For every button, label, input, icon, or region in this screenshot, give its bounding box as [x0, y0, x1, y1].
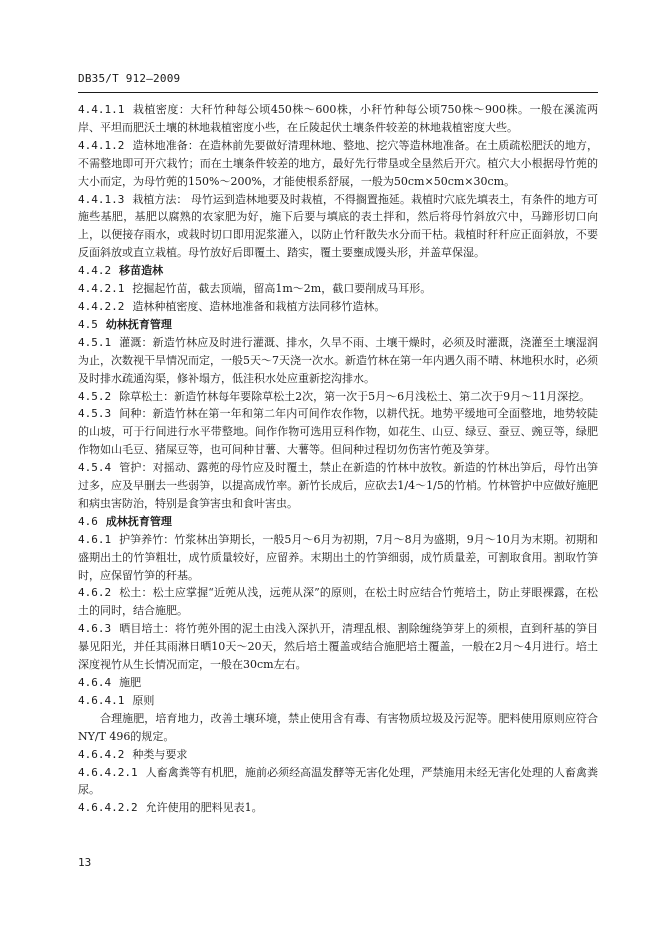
document-body — [78, 101, 598, 817]
clause-paragraph — [78, 137, 598, 191]
clause-text: 移苗造林 — [119, 264, 164, 278]
clause-paragraph — [78, 710, 598, 746]
clause-number: 4.4.1.3 — [78, 192, 125, 206]
clause-text: 成林抚育管理 — [105, 514, 172, 528]
document-code: DB35/T 912—2009 — [78, 72, 181, 85]
clause-text: 人畜禽粪等有机肥，施前必须经高温发酵等无害化处理，严禁施用未经无害化处理的人畜禽粪尿。 — [78, 765, 598, 797]
clause-text: 管护：对摇动、露蔸的母竹应及时覆土，禁止在新造的竹林中放牧。新造的竹林出笋后，母竹出笋过多，应及早删去一些弱笋，以提高成竹率。新竹长成后，应砍去1/4～1/5的竹梢。竹林管护中应做好施肥和病虫害防治，特别是食笋害虫和食叶害虫。 — [78, 461, 598, 510]
clause-paragraph — [78, 674, 598, 692]
section-heading — [78, 316, 598, 334]
clause-paragraph — [78, 584, 598, 620]
clause-number: 4.6.4.2 — [78, 747, 125, 761]
clause-paragraph — [78, 388, 598, 406]
clause-number: 4.5.3 — [78, 407, 112, 421]
clause-text: 造林种植密度、造林地准备和栽植方法同移竹造林。 — [132, 299, 386, 313]
clause-text: 施肥 — [119, 676, 142, 689]
clause-text: 合理施肥，培育地力，改善土壤环境，禁止使用含有毒、有害物质垃圾及污泥等。肥料使用原则应符合NY/T 496的规定。 — [78, 711, 598, 743]
page-number: 13 — [78, 856, 92, 869]
clause-text: 允许使用的肥料见表1。 — [145, 801, 263, 815]
clause-number: 4.4.2 — [78, 264, 112, 278]
clause-text: 松土：松土应掌握“近蔸从浅，远蔸从深”的原则，在松土时应结合竹蔸培土，防止芽眼裸露，在松土的同时，结合施肥。 — [78, 586, 598, 618]
clause-text: 灌溉：新造竹林应及时进行灌溉、排水，久旱不雨、土壤干燥时，必须及时灌溉，浇灌至土壤湿润为止，次数视干旱情况而定，一般5天～7天浇一次水。新造竹林在第一年内遇久雨不晴、林地积水时，必须及时排水疏通沟渠，修补塌方，低洼积水处应重新挖沟排水。 — [78, 335, 598, 385]
clause-number: 4.4.2.2 — [78, 299, 125, 313]
clause-paragraph — [78, 799, 598, 817]
clause-paragraph — [78, 405, 598, 459]
header-divider — [78, 92, 598, 93]
clause-text: 间种：新造竹林在第一年和第二年内可间作农作物，以耕代抚。地势平缓地可全面整地，地势较陡的山坡，可于行间进行水平带整地。间作作物可选用豆科作物，如花生、山豆、绿豆、蚕豆、豌豆等，绿肥作物如山毛豆、猪屎豆等，也可间种甘薯、大薯等。但间种过程切勿伤害竹蔸及笋芽。 — [78, 407, 598, 457]
clause-text: 原则 — [132, 693, 155, 707]
clause-text: 除草松土：新造竹林每年要除草松土2次，第一次于5月～6月浅松土、第二次于9月～11月深挖。 — [119, 389, 591, 403]
clause-number: 4.6.1 — [78, 532, 112, 546]
clause-number: 4.6.4.2.1 — [78, 765, 138, 779]
clause-text: 栽植密度：大秆竹种每公顷450株～600株，小秆竹种每公顷750株～900株。一般在溪流两岸、平坦而肥沃土壤的林地栽植密度小些，在丘陵起伏土壤条件较差的林地栽植密度大些。 — [78, 103, 598, 134]
clause-text: 挖掘起竹苗，截去顶端，留高1m～2m，截口要削成马耳形。 — [132, 282, 432, 296]
clause-text: 幼林抚育管理 — [105, 317, 172, 331]
clause-paragraph — [78, 620, 598, 674]
clause-number: 4.5.4 — [78, 461, 112, 475]
clause-paragraph — [78, 764, 598, 800]
clause-text: 晒目培土：将竹蔸外围的泥土由浅入深扒开，清理乱根、割除缠绕笋芽上的须根，直到秆基的笋目暴见阳光，并任其雨淋日晒10天～20天，然后培土覆盖或结合施肥培土覆盖，一般在2月～4月进行。培土深度视竹从生长情况而定，一般在30cm左右。 — [78, 622, 598, 672]
section-heading — [78, 513, 598, 531]
clause-number: 4.6.4.1 — [78, 693, 125, 707]
clause-number: 4.5 — [78, 317, 98, 331]
clause-text: 种类与要求 — [132, 747, 188, 761]
clause-number: 4.4.2.1 — [78, 282, 125, 296]
clause-paragraph — [78, 334, 598, 388]
clause-number: 4.6.4 — [78, 676, 112, 689]
clause-text: 护笋养竹：竹浆林出笋期长，一般5月～6月为初期，7月～8月为盛期，9月～10月为末期。初期和盛期出土的竹笋粗壮，成竹质量较好，应留养。末期出土的竹笋细弱，成竹质量差，可割取食用。割取竹笋时，应保留竹笋的秆基。 — [78, 532, 598, 582]
clause-number: 4.5.1 — [78, 335, 112, 349]
clause-paragraph — [78, 746, 598, 764]
clause-paragraph — [78, 459, 598, 513]
clause-paragraph — [78, 191, 598, 263]
clause-paragraph — [78, 101, 598, 137]
clause-paragraph — [78, 280, 598, 298]
clause-number: 4.4.1.1 — [78, 103, 125, 116]
clause-number: 4.5.2 — [78, 389, 112, 403]
clause-number: 4.4.1.2 — [78, 138, 125, 152]
clause-paragraph — [78, 298, 598, 316]
clause-text: 栽植方法： 母竹运到造林地要及时栽植，不得搁置拖延。栽植时穴底先填表土，有条件的地方可施些基肥，基肥以腐熟的农家肥为好，施下后要与填底的表土拌和，然后将母竹斜放穴中，马蹄形切口向上，以便接存雨水，或栽时切口即用泥浆灌入，以防止竹秆散失水分而干枯。栽植时秆秆应正面斜放，不要反面斜放或直立栽植。母竹放好后即覆土、踏实，覆土要壅成馒头形，并盖草保湿。 — [78, 192, 598, 260]
clause-text: 造林地准备：在造林前先要做好清理林地、整地、挖穴等造林地准备。在土质疏松肥沃的地方，不需整地即可开穴栽竹；而在土壤条件较差的地方，最好先行带垦或全垦然后开穴。植穴大小根据母竹蔸的大小而定，为母竹蔸的150%～200%，才能使根系舒展，一般为50cm×50cm×30cm。 — [78, 138, 598, 188]
clause-number: 4.6.3 — [78, 622, 112, 636]
clause-number: 4.6.2 — [78, 586, 112, 600]
clause-number: 4.6.4.2.2 — [78, 801, 138, 815]
clause-paragraph — [78, 692, 598, 710]
clause-paragraph — [78, 531, 598, 585]
clause-number: 4.6 — [78, 514, 98, 528]
section-heading — [78, 262, 598, 280]
